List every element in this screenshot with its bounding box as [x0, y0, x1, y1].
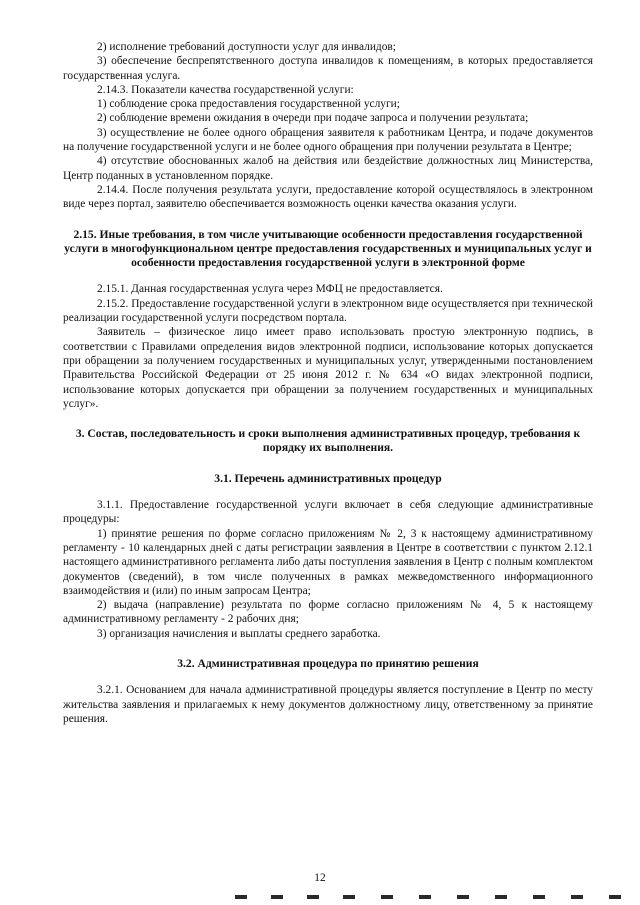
paragraph: 2) исполнение требований доступности услуг для инвалидов; [97, 41, 396, 53]
section-heading-2-15: 2.15. Иные требования, в том числе учитывающие особенности предоставления государственной услуги в многофункциональном центре предоставления государственных и муниципальных услуг и особенности предоставления государственной услуги в электронной форме [64, 227, 592, 270]
paragraph: 2.14.4. После получения результата услуги, предоставление которой осуществлялось в электронном виде через портал, заявителю обеспечивается возможность оценки качества оказания услуги. [63, 183, 593, 211]
paragraph: 2.15.1. Данная государственная услуга через МФЦ не предоставляется. [97, 283, 443, 296]
paragraph: 3) организация начисления и выплаты среднего заработка. [97, 627, 381, 640]
paragraph: 4) отсутствие обоснованных жалоб на действия или бездействие должностных лиц Министерства, Центр поданных в установленном порядке. [63, 155, 593, 182]
section-heading-3-1: 3.1. Перечень административных процедур [214, 471, 442, 485]
paragraph: 2) выдача (направление) результата по форме согласно приложениям № 4, 5 к настоящему административному регламенту - 2 рабочих дня; [63, 599, 593, 626]
section-heading-3-2: 3.2. Административная процедура по принятию решения [177, 656, 479, 670]
paragraph: 3.2.1. Основанием для начала административной процедуры является поступление в Центр по месту жительства заявления и прилагаемых к нему документов должностному лицу, ответственному за принятие решения. [63, 684, 593, 725]
paragraph: 2) соблюдение времени ожидания в очереди при подаче запроса и получении результата; [97, 112, 529, 125]
paragraph: 2.14.3. Показатели качества государственной услуги: [97, 83, 354, 96]
scan-artifact-marks [235, 895, 635, 901]
paragraph: 1) принятие решения по форме согласно приложениям № 2, 3 к настоящему административному регламенту - 10 календарных дней с даты регистрации заявления в Центре в соответствии с пунктом 2.12.1 настоящего административного регламента либо даты поступления заявления в Центр с полным комплектом документов (сведений), в том числе полученных в рамках межведомственного информационного взаимодействия и (или) по иным запросам Центра; [63, 527, 593, 597]
paragraph: 1) соблюдение срока предоставления государственной услуги; [97, 98, 400, 111]
paragraph: 3) осуществление не более одного обращения заявителя к работникам Центра, и подаче документов на получение государственной услуги и не более одного обращения при получении результата в Центре; [63, 126, 593, 154]
paragraph: 3) обеспечение беспрепятственного доступа инвалидов к помещениям, в которых предоставляется государственная услуга. [63, 55, 593, 82]
section-heading-3: 3. Состав, последовательность и сроки выполнения административных процедур, требования к порядку их выполнения. [75, 427, 581, 455]
paragraph: Заявитель – физическое лицо имеет право использовать простую электронную подпись, в соответствии с Правилами определения видов электронной подписи, использование которых допускается при обращении за получением государственных и муниципальных услуг, утвержденными постановлением Правительства Российской Федерации от 25 июня 2012 г. № 634 «О видах электронной подписи, использование которых допускается при обращении за получением государственных и муниципальных услуг». [63, 326, 593, 410]
paragraph: 2.15.2. Предоставление государственной услуги в электронном виде осуществляется при технической реализации государственной услуги посредством портала. [63, 297, 593, 325]
paragraph: 3.1.1. Предоставление государственной услуги включает в себя следующие административные процедуры: [63, 499, 593, 526]
page-number: 12 [314, 872, 326, 884]
document-page [63, 40, 593, 726]
